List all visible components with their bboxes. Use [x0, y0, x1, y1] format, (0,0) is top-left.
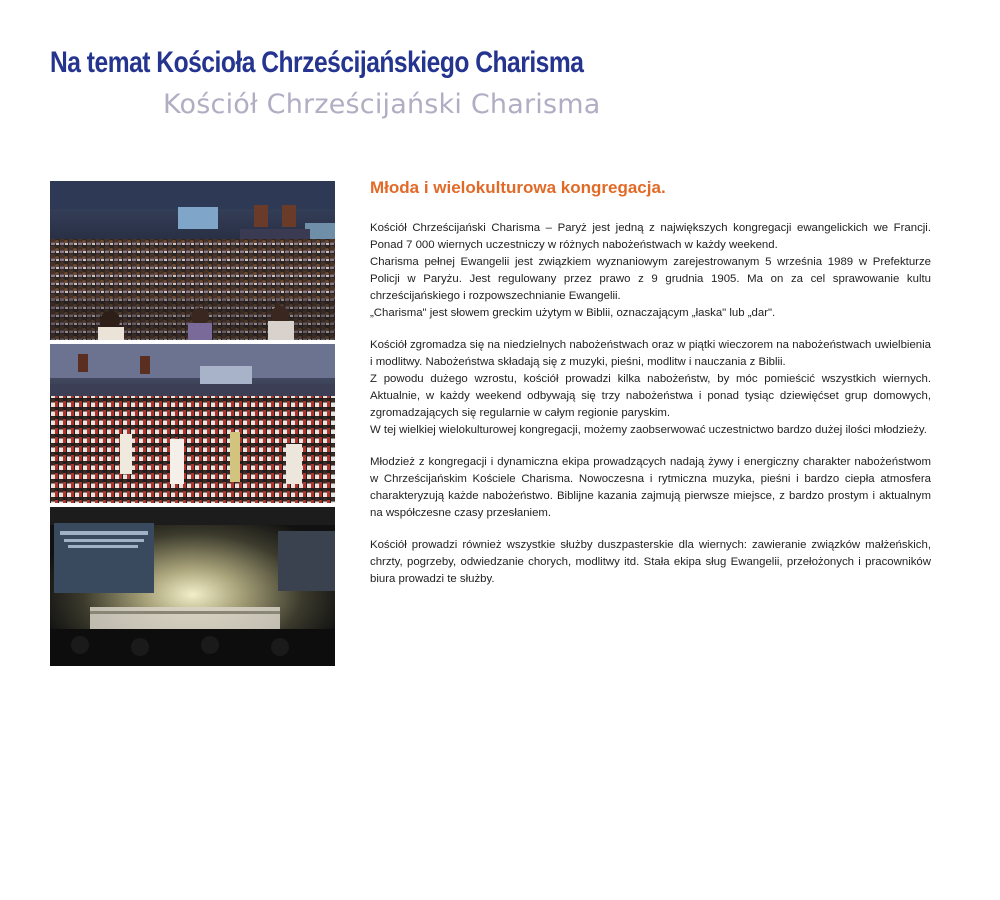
paragraph-line: Kościół prowadzi również wszystkie służby duszpasterskie dla wiernych: zawieranie związków małżeńskich, chrzty, pogrzeby, odwiedzanie chorych, modlitwy itd. Stała ekipa sług Ewangelii, przełożonych i pracowników biura prowadzi te służby. [370, 539, 931, 585]
article-paragraph-4 [370, 537, 931, 588]
paragraph-line: „Charisma" jest słowem greckim użytym w Biblii, oznaczającym „łaska" lub „dar". [370, 307, 776, 319]
article-paragraph-3 [370, 454, 931, 522]
congregation-photo [50, 181, 335, 340]
paragraph-line: Młodzież z kongregacji i dynamiczna ekipa prowadzących nadają żywy i energiczny charakter nabożeństwom w Chrześcijańskim Kościele Charisma. Nowoczesna i rytmiczna muzyka, pieśni i bardzo ciepła atmosfera charakteryzują każde nabożeństwo. Biblijne kazania zajmują pierwsze miejsce, z bardzo prostym i aktualnym na współczesne czasy przesłaniem. [370, 456, 931, 519]
paragraph-line: Z powodu dużego wzrostu, kościół prowadzi kilka nabożeństw, by móc pomieścić wszystkich wiernych. Aktualnie, w każdy weekend odbywają się trzy nabożeństwa i ponad tysiąc dziewięćset grup domowych, zgromadzających się regularnie w całym regionie paryskim. [370, 373, 931, 419]
worship-photo [50, 344, 335, 503]
photo-column [50, 181, 335, 670]
article-heading: Młoda i wielokulturowa kongregacja. [370, 178, 666, 197]
paragraph-line: Kościół zgromadza się na niedzielnych nabożeństwach oraz w piątki wieczorem na nabożeństwach uwielbienia i modlitwy. Nabożeństwa składają się z muzyki, pieśni, modlitw i nauczania z Biblii. [370, 339, 931, 368]
congregation-photo-image [50, 181, 335, 340]
page-title: Na temat Kościoła Chrześcijańskiego Charisma [50, 46, 584, 79]
paragraph-line: Kościół Chrześcijański Charisma – Paryż jest jedną z największych kongregacji ewangelickich we Francji. Ponad 7 000 wiernych uczestniczy w różnych nabożeństwach w każdy weekend. [370, 222, 931, 251]
stage-choir-photo-image [50, 507, 335, 666]
paragraph-line: W tej wielkiej wielokulturowej kongregacji, możemy zaobserwować uczestnictwo bardzo dużej ilości młodzieży. [370, 424, 927, 436]
article-paragraph-2 [370, 337, 931, 439]
article [370, 178, 931, 603]
worship-photo-image [50, 344, 335, 503]
stage-choir-photo [50, 507, 335, 666]
page-subtitle: Kościół Chrześcijański Charisma [163, 89, 601, 120]
paragraph-line: Charisma pełnej Ewangelii jest związkiem wyznaniowym zarejestrowanym 5 września 1989 w Prefekturze Policji w Paryżu. Jest regulowany przez prawo z 9 grudnia 1905. Ma on za cel sprawowanie kultu chrześcijańskiego i rozpowszechnianie Ewangelii. [370, 256, 931, 302]
article-paragraph-1 [370, 220, 931, 322]
